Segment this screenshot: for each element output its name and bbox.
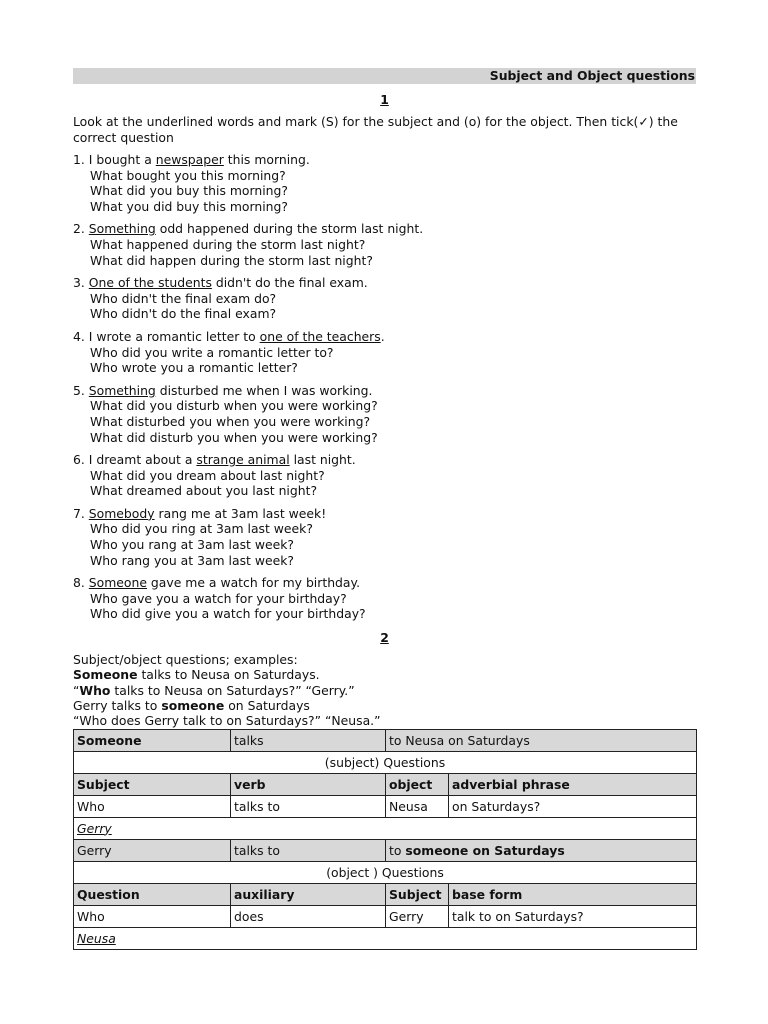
question-stem: 8. Someone gave me a watch for my birthday. (73, 575, 361, 591)
example-line-4: “Who does Gerry talk to on Saturdays?” “Neusa.” (73, 713, 381, 729)
question-1 (73, 152, 696, 214)
table-row: Someone talks to Neusa on Saturdays (74, 729, 697, 751)
answer-option: Who did you ring at 3am last week? (90, 521, 313, 537)
question-stem: 3. One of the students didn't do the final exam. (73, 275, 368, 291)
answer-option: Who you rang at 3am last week? (90, 537, 294, 553)
underlined-word: Something (88, 221, 156, 237)
answer-option: Who did give you a watch for your birthday? (90, 606, 366, 622)
question-5 (73, 383, 696, 445)
question-list (73, 152, 696, 622)
grammar-table (73, 729, 697, 950)
table-row: Neusa (74, 927, 697, 949)
examples-block (73, 652, 696, 728)
answer-option: What happened during the storm last night? (90, 236, 366, 252)
question-stem: 4. I wrote a romantic letter to one of the teachers. (73, 328, 385, 344)
question-3 (73, 275, 696, 322)
question-stem: 5. Something disturbed me when I was working. (73, 382, 373, 398)
page-header (73, 68, 696, 84)
question-stem: 1. I bought a newspaper this morning. (73, 152, 310, 167)
section-2-number: 2 (380, 630, 389, 646)
example-line-3: Gerry talks to someone on Saturdays (73, 697, 310, 713)
answer-option: Who rang you at 3am last week? (90, 552, 294, 568)
example-line-2: “Who talks to Neusa on Saturdays?” “Gerry.” (73, 682, 355, 698)
underlined-word: Somebody (88, 505, 155, 521)
answer-option: What disturbed you when you were working? (90, 413, 371, 429)
table-row: Who talks to Neusa on Saturdays? (74, 795, 697, 817)
underlined-word: newspaper (155, 152, 224, 167)
question-6 (73, 452, 696, 499)
example-line-1: Someone talks to Neusa on Saturdays. (73, 667, 320, 683)
answer-option: Who didn't the final exam do? (90, 290, 277, 306)
question-2 (73, 221, 696, 268)
question-4 (73, 329, 696, 376)
table-row: (subject) Questions (74, 751, 697, 773)
examples-intro: Subject/object questions; examples: (73, 652, 298, 668)
question-8 (73, 575, 696, 622)
underlined-word: strange animal (196, 452, 290, 468)
question-stem: 7. Somebody rang me at 3am last week! (73, 505, 327, 521)
answer-option: What did you disturb when you were working? (90, 398, 378, 414)
answer-option: What you did buy this morning? (90, 198, 288, 214)
table-row: Gerry talks to to someone on Saturdays (74, 839, 697, 861)
underlined-word: Something (88, 382, 156, 398)
answer-option: Who wrote you a romantic letter? (90, 360, 298, 376)
answer-option: What did you buy this morning? (90, 183, 288, 199)
page-title: Subject and Object questions (489, 68, 695, 83)
worksheet-page (73, 68, 696, 950)
question-stem: 6. I dreamt about a strange animal last night. (73, 452, 356, 468)
section-1-instructions: Look at the underlined words and mark (S) for the subject and (o) for the object. Then tick(✓) the correct question (73, 114, 678, 145)
answer-option: What did you dream about last night? (90, 467, 325, 483)
section-1-number: 1 (380, 92, 389, 107)
answer-option: Who gave you a watch for your birthday? (90, 590, 347, 606)
answer-option: What did happen during the storm last night? (90, 252, 373, 268)
table-row: Question auxiliary Subject base form (74, 883, 697, 905)
underlined-word: One of the students (88, 275, 212, 291)
table-row: Subject verb object adverbial phrase (74, 773, 697, 795)
question-stem: 2. Something odd happened during the storm last night. (73, 221, 424, 237)
answer-option: Who didn't do the final exam? (90, 306, 277, 322)
table-row: Gerry (74, 817, 697, 839)
answer-option: What bought you this morning? (90, 167, 286, 183)
table-row: Who does Gerry talk to on Saturdays? (74, 905, 697, 927)
answer-option: Who did you write a romantic letter to? (90, 344, 334, 360)
table-row: (object ) Questions (74, 861, 697, 883)
underlined-word: one of the teachers (259, 328, 381, 344)
underlined-word: Someone (88, 575, 147, 591)
answer-option: What did disturb you when you were working? (90, 429, 378, 445)
answer-option: What dreamed about you last night? (90, 483, 318, 499)
question-7 (73, 506, 696, 568)
